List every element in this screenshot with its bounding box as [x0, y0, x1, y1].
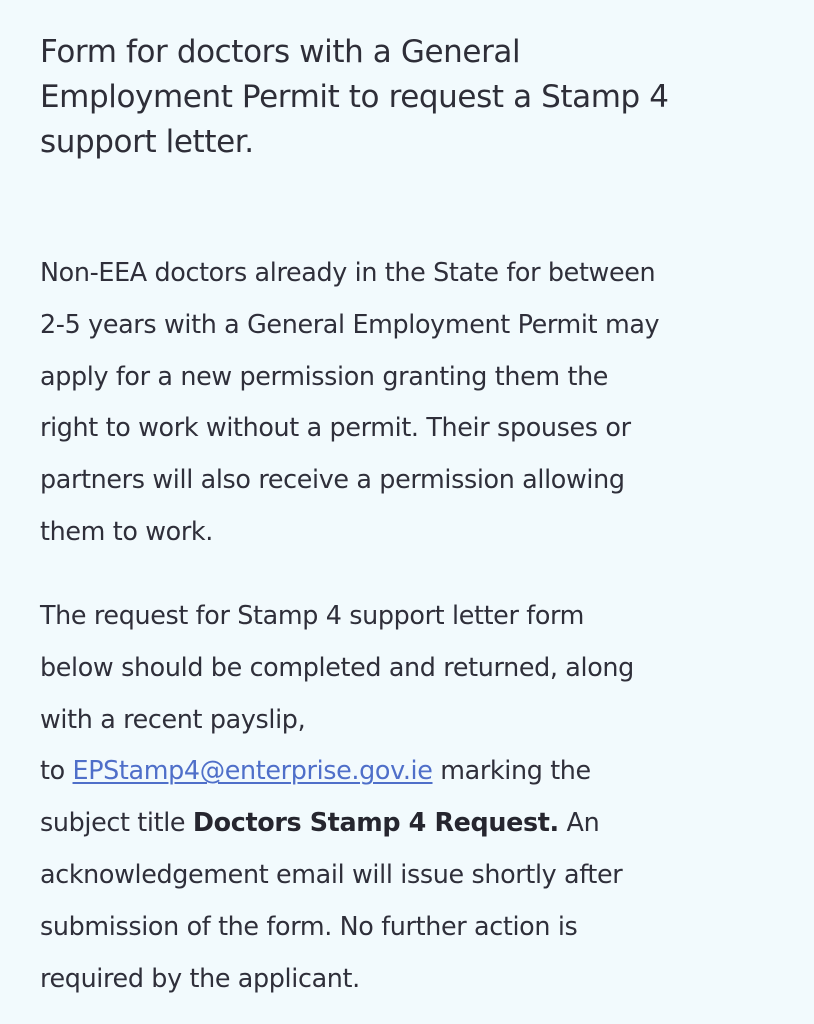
instructions-paragraph — [40, 590, 800, 1004]
paragraph-line: with a recent payslip, — [40, 703, 306, 734]
paragraph-line: right to work without a permit. Their spouses or — [40, 412, 631, 443]
article-content — [40, 30, 800, 993]
paragraph-line-with-email — [40, 745, 800, 797]
title-line: Form for doctors with a General — [40, 34, 521, 70]
paragraph-line: 2-5 years with a General Employment Permit may — [40, 308, 660, 339]
paragraph-line: below should be completed and returned, along — [40, 651, 634, 682]
paragraph-line: them to work. — [40, 515, 213, 546]
title-line: support letter. — [40, 124, 254, 160]
subject-title-bold: Doctors Stamp 4 Request. — [192, 807, 559, 838]
title-line: Employment Permit to request a Stamp 4 — [40, 79, 669, 115]
page-title — [40, 30, 800, 165]
paragraph-line: Non-EEA doctors already in the State for between — [40, 257, 656, 287]
paragraph-line-with-subject — [40, 797, 800, 849]
eligibility-paragraph — [40, 247, 800, 558]
paragraph-line: apply for a new permission granting them the — [40, 360, 609, 391]
email-link[interactable]: EPStamp4@enterprise.gov.ie — [72, 755, 433, 786]
paragraph-line: submission of the form. No further action is — [40, 910, 578, 941]
subject-suffix-text: An — [558, 807, 600, 838]
subject-prefix-text: subject title — [40, 807, 193, 838]
paragraph-line: acknowledgement email will issue shortly after — [40, 858, 623, 889]
paragraph-line: required by the applicant. — [40, 962, 360, 993]
paragraph-line: The request for Stamp 4 support letter form — [40, 600, 585, 630]
email-prefix-text: to — [40, 755, 73, 786]
paragraph-line: partners will also receive a permission allowing — [40, 464, 625, 495]
email-suffix-text: marking the — [432, 755, 591, 786]
